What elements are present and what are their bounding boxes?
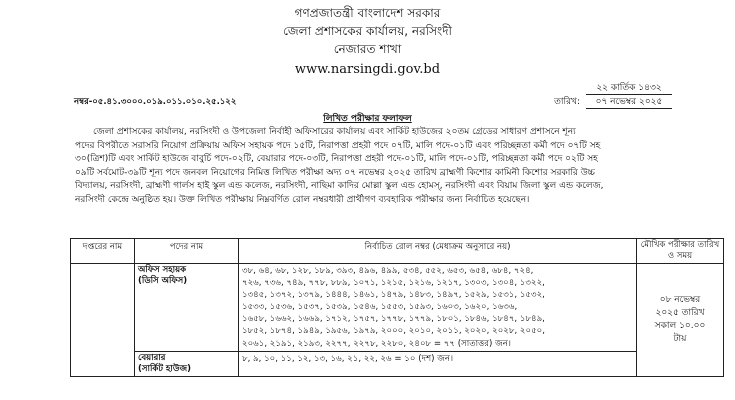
roll-line: ৩৮, ৬৪, ৬৮, ১২৮, ১৮৯, ৩৯৩, ৪৯৬, ৪৯৯, ৫৩৪, ৫৫২, ৬৫৩, ৬৫৪, ৬৮৪, ৭২৪, bbox=[242, 266, 534, 276]
header-rolls: নির্বাচিত রোল নম্বর (মেধাক্রম অনুসারে নয়) bbox=[239, 239, 637, 264]
roll-line: ১৬৫৮, ১৬৬২, ১৬৬৯, ১৭১২, ১৭৫৭, ১৭৭৮, ১৭৭৯, ১৮০১, ১৮৪৬, ১৮৪৭, ১৮৪৯, bbox=[242, 314, 545, 325]
page-title: লিখিত পরীক্ষার ফলাফল bbox=[323, 114, 412, 124]
roll-line: ৮, ৯, ১০, ১১, ১২, ১৩, ১৬, ২১, ২২, ২৬ = ১০ (দশ) জন। bbox=[242, 353, 454, 364]
roll-line: ৭২৬, ৭৩৬, ৭৪৯, ৭৭৮, ৮৮৯, ১০৭১, ১২১৫, ১২১৬, ১২১৭, ১৩০৩, ১৩০৪, ১৩২২, bbox=[242, 278, 545, 289]
viva-time: সকাল ১০.০০ bbox=[654, 320, 706, 331]
roll-line: ১৩৪৫, ১৩৭২, ১৩৭৯, ১৪৪৪, ১৪৬১, ১৪৭৯, ১৪৮৩, ১৪৯৭, ১৫২৯, ১৫৩১, ১৫৩২, bbox=[242, 290, 545, 301]
paragraph-line: ০৯টি সর্বমোট-৩৯টি শূন্য পদে জনবল নিয়োগের নিমিত্ত লিখিত পরীক্ষা অদ্য ০৭ নভেম্বর ২০২৫ তারিখ ব্রাহ্মণী কিশোর কামিনী কিশোর সরকারি উচ্চ bbox=[75, 167, 595, 178]
roll-line: ১৮৫২, ১৮৭৪, ১৯৪৯, ১৯৫৬, ১৯৭৯, ২০০০, ২০১০, ২০১১, ২০২০, ২০২৮, ২০৫০, bbox=[242, 326, 545, 337]
post-cell bbox=[135, 264, 239, 352]
header-post: পদের নাম bbox=[135, 239, 239, 264]
paragraph-line: নরসিংদী কেন্দ্রে অনুষ্ঠিত হয়। উক্ত লিখিত পরীক্ষায় নিম্নবর্ণিত রোল নম্বরধারী প্রার্থীগণ ব্যবহারিক পরীক্ষার জন্য নির্বাচিত হয়েছেন। bbox=[75, 194, 530, 205]
bangla-date: ২২ কার্তিক ১৪৩২ bbox=[596, 82, 662, 93]
table-row bbox=[71, 351, 724, 376]
paragraph-line: পদের বিপরীতে সরাসরি নিয়োগ প্রক্রিয়ায় অফিস সহায়ক পদে ১৫টি, নিরাপত্তা প্রহরী পদে ০৭টি, মালি পদে-০১টি এবং পরিচ্ছন্নতা কর্মী পদে ০৭টি সহ bbox=[75, 140, 601, 151]
office-name: জেলা প্রশাসকের কার্যালয়, নরসিংদী bbox=[283, 24, 452, 38]
table-header-row bbox=[71, 239, 724, 264]
table-row bbox=[71, 264, 724, 352]
viva-time-suffix: টায় bbox=[673, 333, 687, 344]
paragraph-line: ৩০(ত্রিশ)টি এবং সার্কিট হাউজে বাবুর্চি পদে-০২টি, বেয়ারার পদে-০৩টি, নিরাপত্তা প্রহরী পদে-০১টি, মালি পদে-০১টি, পরিচ্ছন্নতা কর্মী পদে ০২টি সহ bbox=[75, 154, 598, 165]
header-viva: মৌখিক পরীক্ষার তারিখ ও সময় bbox=[637, 239, 724, 264]
viva-year: ২০২৫ তারিখ bbox=[655, 307, 705, 318]
header-office: দপ্তরের নাম bbox=[71, 239, 135, 264]
notice-paragraph bbox=[75, 126, 679, 208]
post-cell bbox=[135, 351, 239, 376]
roll-numbers-cell bbox=[239, 264, 637, 352]
office-cell bbox=[71, 264, 135, 377]
post-name: অফিস সহায়ক bbox=[138, 265, 187, 275]
website-link[interactable]: www.narsingdi.gov.bd bbox=[294, 62, 441, 77]
viva-cell bbox=[637, 264, 724, 377]
section-name: নেজারত শাখা bbox=[333, 42, 402, 56]
roll-line: ২০৬১, ২১৯১, ২১৯৩, ২২৭৭, ২২৭৮, ২২৮০, ২৪০৮ = ৭৭ (সাতাত্তর) জন। bbox=[242, 338, 512, 349]
paragraph-line: বিদ্যালয়, নরসিংদী, ব্রাহ্মণী গার্লস হাই স্কুল এন্ড কলেজ, নরসিংদী, নাছিমা কাদির মোল্লা স্কুল এন্ড হোমস্‌, নরসিংদী এবং বিয়াম জিলা স্কুল এন্ড কলেজ, bbox=[75, 181, 604, 192]
roll-numbers-cell bbox=[239, 351, 637, 376]
paragraph-line: জেলা প্রশাসকের কার্যালয়, নরসিংদী ও উপজেলা নির্বাহী অফিসারের কার্যালয় এবং সার্কিট হাউজের ২০তম গ্রেডের সাধারণ প্রশাসনে শূন্য bbox=[93, 127, 576, 137]
date-label: তারিখ: bbox=[554, 96, 580, 107]
govt-name: গণপ্রজাতন্ত্রী বাংলাদেশ সরকার bbox=[294, 6, 441, 20]
date-divider bbox=[586, 94, 672, 95]
post-office: (ডিসি অফিস) bbox=[138, 276, 188, 286]
viva-date: ০৮ নভেম্বর bbox=[659, 294, 701, 305]
roll-line: ১৫৩৩, ১৫৩৬, ১৫৩৭, ১৫৩৯, ১৫৪৬, ১৫৫৩, ১৫৯৩, ১৬০৩, ১৬২০, ১৬৩৬, bbox=[242, 302, 518, 313]
post-office: (সার্কিট হাউজ) bbox=[138, 363, 191, 374]
english-date: ০৭ নভেম্বর ২০২৫ bbox=[595, 96, 663, 107]
results-table bbox=[70, 238, 724, 377]
post-name: বেয়ারার bbox=[138, 352, 166, 363]
memo-number: নম্বর-০৫.৪১.৩০০০.০১৯.০১১.০১০.২৫.১২২ bbox=[74, 97, 237, 107]
date-underline bbox=[586, 108, 672, 109]
